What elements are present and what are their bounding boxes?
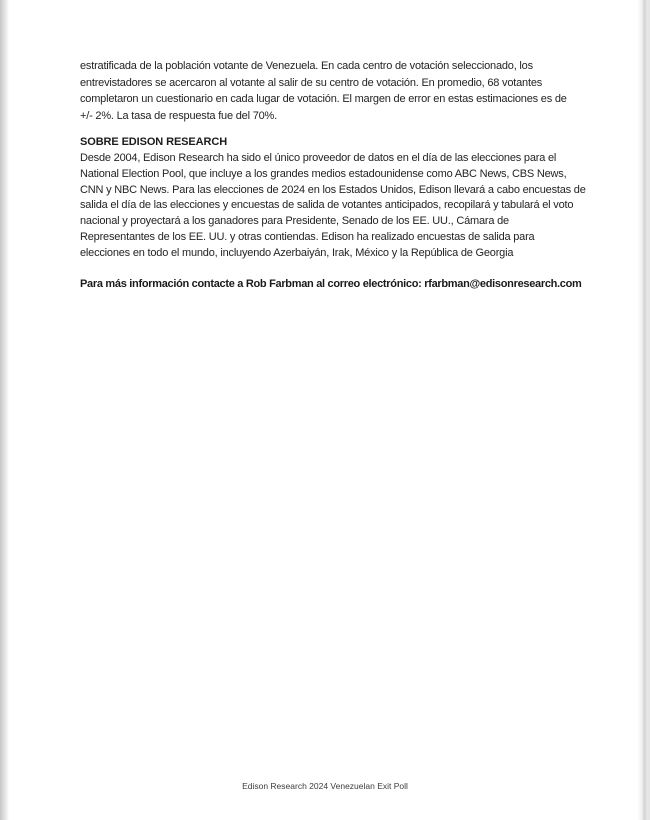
text-line: completaron un cuestionario en cada lugar de votación. El margen de error en estas estimaciones es de bbox=[80, 93, 567, 106]
photo-edge-right bbox=[637, 0, 650, 820]
text-line: elecciones en todo el mundo, incluyendo Azerbaiyán, Irak, México y la República de Georgia bbox=[80, 246, 514, 259]
text-line: estratificada de la población votante de Venezuela. En cada centro de votación seleccionado, los bbox=[80, 60, 533, 72]
text-line: +/- 2%. La tasa de respuesta fue del 70%. bbox=[80, 109, 277, 122]
document-body bbox=[80, 58, 585, 292]
section-heading-sobre-edison-research: SOBRE EDISON RESEARCH bbox=[80, 136, 228, 149]
methodology-paragraph bbox=[80, 58, 585, 124]
text-line: salida el día de las elecciones y encuestas de salida de votantes anticipados, recopilará y tabulará el voto bbox=[80, 199, 574, 212]
text-line: Representantes de los EE. UU. y otras contiendas. Edison ha realizado encuestas de salida para bbox=[80, 230, 535, 243]
text-line: nacional y proyectará a los ganadores para Presidente, Senado de los EE. UU., Cámara de bbox=[80, 215, 509, 228]
contact-info-line: Para más información contacte a Rob Farbman al correo electrónico: rfarbman@edisonresearch.com bbox=[80, 277, 582, 290]
text-line: entrevistadores se acercaron al votante al salir de su centro de votación. En promedio, 68 votantes bbox=[80, 76, 543, 89]
text-line: Desde 2004, Edison Research ha sido el único proveedor de datos en el día de las elecciones para el bbox=[80, 151, 557, 164]
text-line: CNN y NBC News. Para las elecciones de 2024 en los Estados Unidos, Edison llevará a cabo encuestas de bbox=[80, 183, 586, 196]
text-line: National Election Pool, que incluye a los grandes medios estadounidense como ABC News, CBS News, bbox=[80, 167, 567, 180]
photo-edge-left bbox=[0, 0, 9, 820]
about-edison-paragraph bbox=[80, 151, 585, 262]
page-footer: Edison Research 2024 Venezuelan Exit Poll bbox=[242, 781, 408, 791]
